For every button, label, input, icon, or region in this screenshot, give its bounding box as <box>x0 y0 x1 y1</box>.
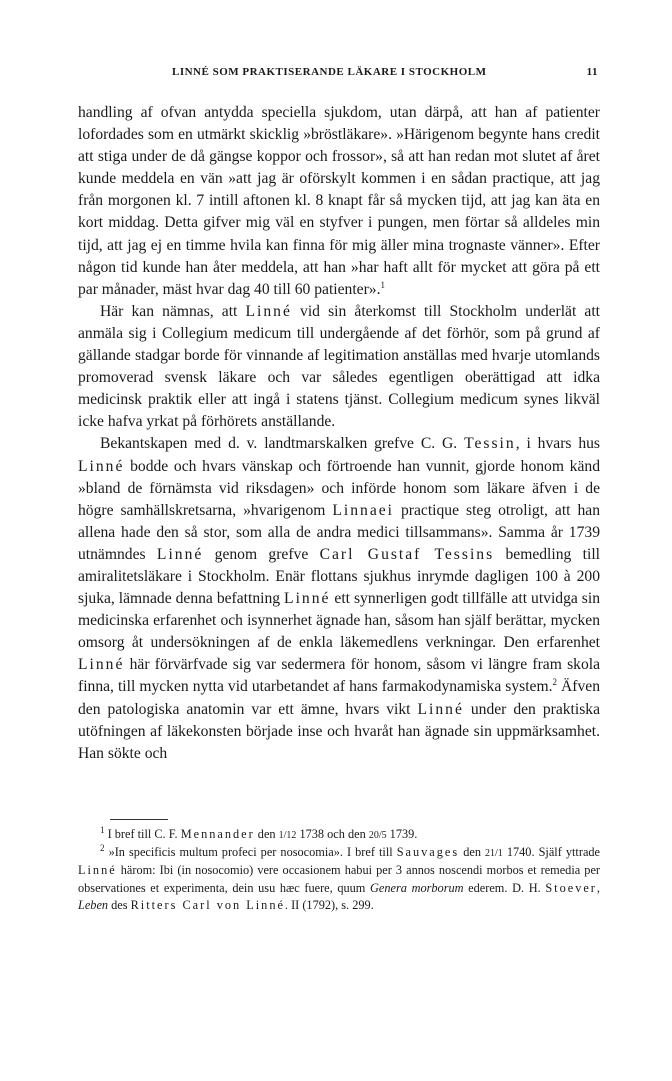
footnote-2-text-e: ederem. D. H. <box>463 880 546 895</box>
name-mennander: Mennander <box>180 827 255 841</box>
name-carl-gustaf-tessin: Carl Gustaf Tessins <box>319 545 495 563</box>
footnote-2 <box>78 844 600 914</box>
paragraph-2 <box>78 301 600 434</box>
footnote-1-text-b: den <box>254 827 279 841</box>
name-sauvages: Sauvages <box>396 845 460 860</box>
footnote-mark-2: 2 <box>100 843 105 854</box>
footnote-1-text-c: 1738 och den <box>296 827 369 841</box>
date-fraction: 20/5 <box>368 830 387 841</box>
footnote-2-text-c: 1740. Själf yttrade <box>502 845 601 860</box>
name-linne: Linné <box>417 700 464 718</box>
paragraph-2-text-b: vid sin återkomst till Stockholm underlät att anmäla sig i Collegium medicum till undergående af det förhör, som på grund af gällande stadgar borde för vinnande af legitimation anställas med hvarje utomlands promoverad svensk läkare och var således egentligen oberättigad att idka medicinsk praktik eller att ingå i statens tjänst. Collegium medicum synes likväl icke hafva yrkat på förhörets anställande. <box>78 302 600 431</box>
paragraph-3-text-e: genom grefve <box>203 545 320 563</box>
paragraph-3-text-d: practique steg otroligt, att han allena hade den så stor, som alla de andra medici tillsammans». Samma år 1739 utnämndes <box>78 501 601 563</box>
paragraph-3-text-c: bodde och hvars vänskap och förtroende han vunnit, gjorde honom känd »bland de förnämsta vid riksdagen» och införde honom som läkare äfven i de högre samhällskretsarna, »hvarigenom <box>78 457 600 519</box>
footnote-2-text-h: . II (1792), s. 299. <box>284 897 374 912</box>
footnote-2-text-a: »In specificis multum profeci per nosocomia». I bref till <box>108 845 397 860</box>
footnote-ref-1: 1 <box>380 279 385 290</box>
footnote-2-text-g: des <box>108 897 131 912</box>
name-linne: Linné <box>245 302 292 320</box>
paragraph-3-text-j: under den praktiska utöfningen af läkekonsten började inse och hvaråt han ägnade sin uppmärksamhet. Han sökte och <box>78 700 601 762</box>
paragraph-3-text-f: bemedling till amiralitetsläkare i Stockholm. Enär flottans sjukhus inrymde dagligen 100 à 200 sjuka, lämnade denna befattning <box>78 545 600 608</box>
name-linne: Linné <box>78 656 125 674</box>
date-fraction: 21/1 <box>485 848 503 860</box>
name-linne: Linné <box>156 545 204 563</box>
paragraph-1-text: handling af ofvan antydda speciella sjukdom, utan därpå, att han af patienter lofordades som en utmärkt skicklig »bröstläkare». »Härigenom begynte hans credit att stiga under de då gängse koppor och frossor», så att han redan mot slutet af året kunde meddela en vän »att jag är oförskylt kommen i en sådan practique, att jag från morgonen kl. 7 intill aftonen kl. 8 knapt får så mycken tijd, att jag kan äta en kort middag. Detta gifver mig väl en styfver i pungen, men förtar så alldeles min tijd, att jag ej en timme hvila kan finna för mig äller mina trognaste vänner». Efter någon tid kunde han åter meddela, att han »har haft allt för mycket att göra på ett par månader, mäst hvar dag 40 till 60 patienter». <box>78 104 600 298</box>
footnote-1 <box>78 826 600 844</box>
name-tessin: Tessin <box>464 435 516 453</box>
name-linne: Linné <box>78 863 117 878</box>
paragraph-3-text-a: Bekantskapen med d. v. landtmarskalken grefve C. G. <box>100 435 465 453</box>
page-number: 11 <box>586 66 598 78</box>
work-title-genera-morborum: Genera morborum <box>370 880 464 895</box>
footnotes <box>78 826 600 914</box>
paragraph-3-text-h: här förvärfvade sig var sedermera för honom, såsom vi längre fram skola finna, till mycken nytta vid utarbetandet af hans farmakodynamiska system. <box>78 656 600 696</box>
body-text <box>78 102 600 765</box>
footnote-2-text-f: , <box>596 880 600 895</box>
footnote-2-text-b: den <box>459 845 486 860</box>
footnote-2-text-d: härom: Ibi (in nosocomio) vere occasionem habui per 3 annos noscendi morbos et remedia per observationes et experimenta, dein usu hæc fuere, quum <box>78 863 600 895</box>
name-linnaei: Linnaei <box>332 501 395 519</box>
footnote-divider <box>110 819 168 820</box>
paragraph-3-text-i: Äfven den patologiska anatomin var ett ämne, hvars vikt <box>78 678 600 718</box>
paragraph-1 <box>78 102 600 301</box>
paragraph-3-text-b: , i hvars hus <box>515 435 600 453</box>
paragraph-2-text-a: Här kan nämnas, att <box>100 302 246 320</box>
name-stoever: Stoever <box>545 880 597 895</box>
paragraph-3-text-g: ett synnerligen godt tillfälle att utvidga sin medicinska erfarenhet och isynnerhet ägnade han, såsom han själf berättar, mycken omsorg åt undersökningen af de enkla läkemedlens verkningar. Den erfarenhet <box>78 590 600 652</box>
name-linne: Linné <box>284 590 331 608</box>
footnote-1-text-a: I bref till C. F. <box>107 827 181 841</box>
name-linne: Linné <box>78 457 125 475</box>
footnote-ref-2: 2 <box>552 677 557 688</box>
date-fraction: 1/12 <box>278 830 297 841</box>
name-ritters-carl-von-linne: Ritters Carl von Linné <box>130 897 285 912</box>
footnote-1-text-d: 1739. <box>386 827 418 841</box>
paragraph-3 <box>78 433 600 764</box>
work-title-leben: Leben <box>78 897 109 912</box>
running-title: LINNÉ SOM PRAKTISERANDE LÄKARE I STOCKHOLM <box>172 66 487 78</box>
footnote-mark-1: 1 <box>100 824 105 835</box>
